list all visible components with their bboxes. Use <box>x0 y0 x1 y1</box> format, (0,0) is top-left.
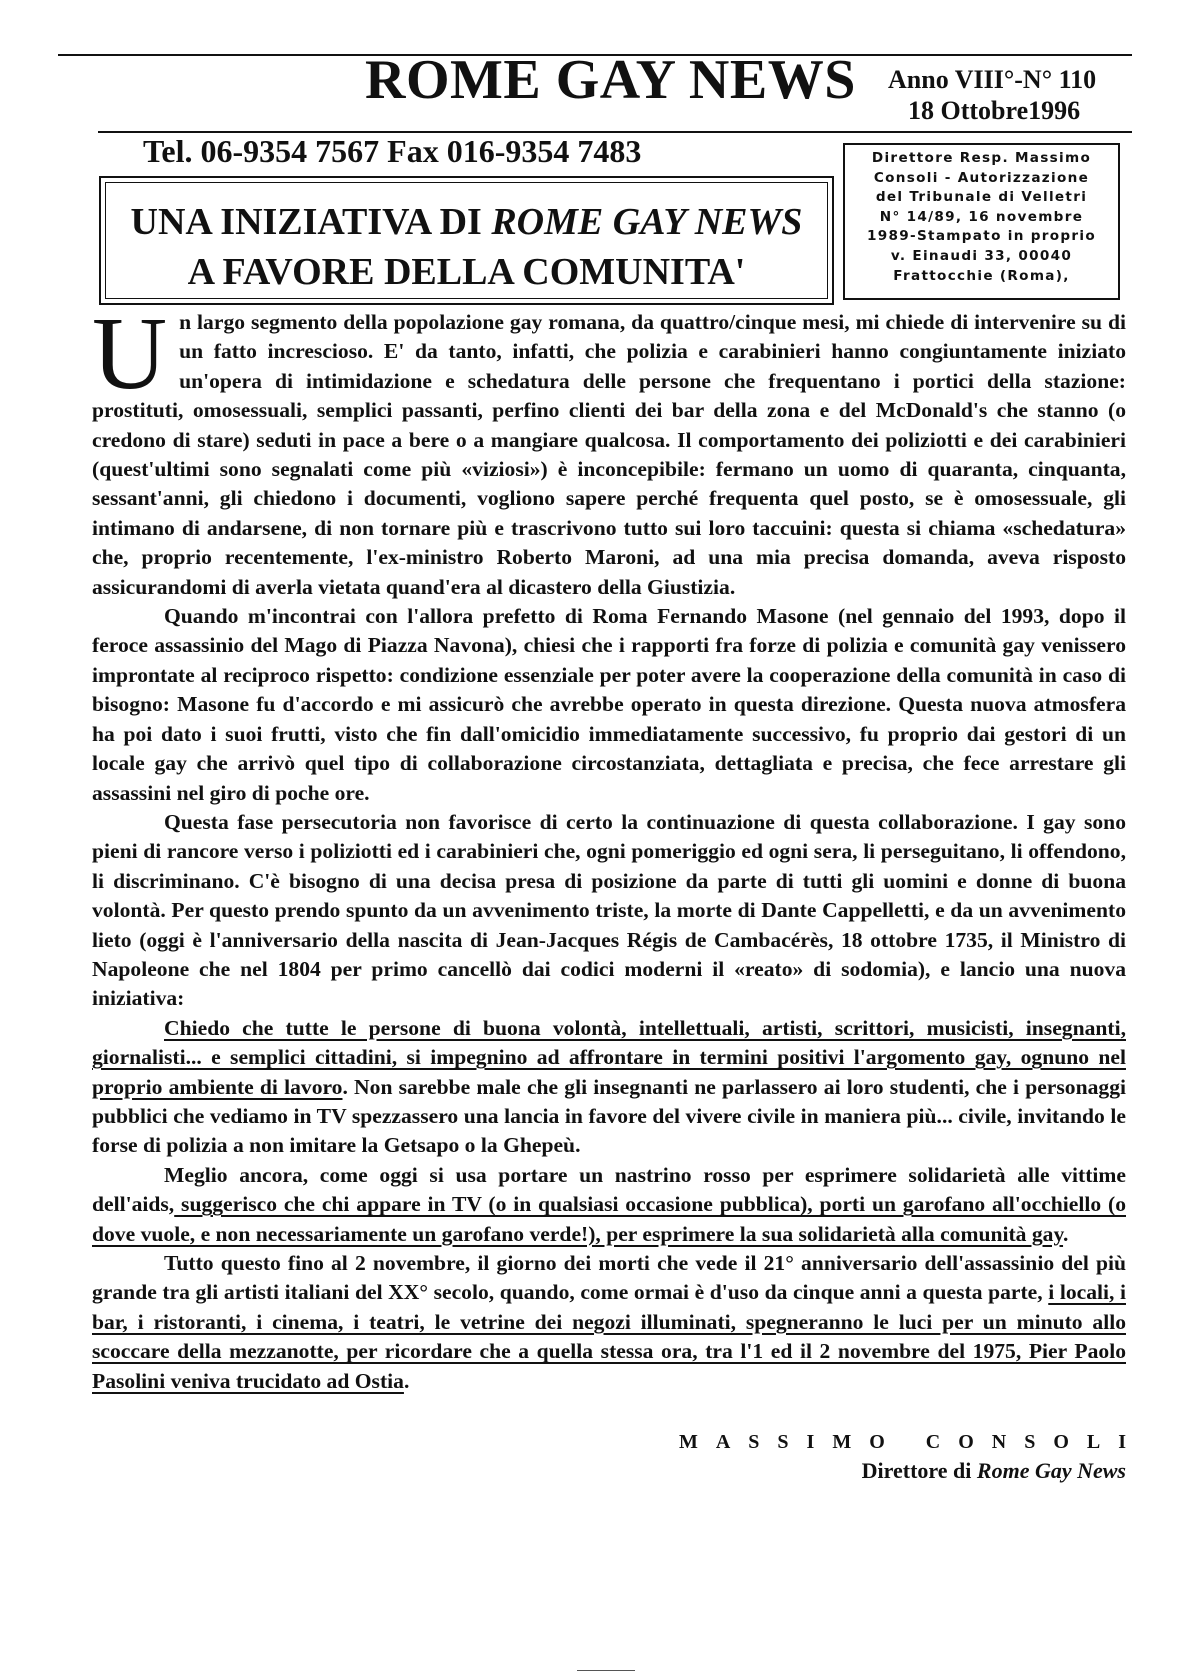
drop-cap: U <box>92 296 168 411</box>
imprint-line: N° 14/89, 16 novembre <box>879 208 1084 225</box>
imprint-line: v. Einaudi 33, 00040 <box>890 247 1073 264</box>
banner-line-1: UNA INIZIATIVA DI ROME GAY NEWS <box>130 201 803 243</box>
paragraph-5: Meglio ancora, come oggi si usa portare un nastrino rosso per esprimere solidarietà alle vittime dell'aids, suggerisco che chi appare in TV (o in qualsiasi occasione pubblica), porti un garofano all'occhiello (o dove vuole, e non necessariamente un garofano verde!), per esprimere la sua solidarietà alla comunità gay. <box>92 1162 1126 1246</box>
banner-inner-frame <box>105 182 828 299</box>
paragraph-3: Questa fase persecutoria non favorisce di certo la continuazione di questa collaborazione. I gay sono pieni di rancore verso i poliziotti ed i carabinieri che, ogni pomeriggio ed ogni sera, li perseguitano, li offendono, li discriminano. C'è bisogno di una decisa presa di posizione da parte di tutti gli uomini e donne di buona volontà. Per questo prendo spunto da un avvenimento triste, la morte di Dante Cappelletti, e da un avvenimento lieto (oggi è l'anniversario della nascita di Jean-Jacques Régis de Cambacérès, 18 ottobre 1735, il Ministro di Napoleone che nel 1804 per primo cancellò dai codici moderni il «reato» di sodomia), e lancio una nuova iniziativa: <box>92 809 1126 1011</box>
signature-block <box>678 1428 1144 1486</box>
issue-number: Anno VIII°-N° 110 <box>888 65 1097 94</box>
banner-line-2: A FAVORE DELLA COMUNITA' <box>187 251 746 293</box>
banner-publication-name: ROME GAY NEWS <box>491 201 803 243</box>
underlined-carnation-appeal: suggerisco che chi appare in TV (o in qualsiasi occasione pubblica), porti un garofano all'occhiello (o dove vuole, e non necessariamente un garofano verde!), per esprimere la sua solidarietà alla comunità gay <box>92 1192 1126 1246</box>
initiative-banner <box>99 176 834 305</box>
paragraph-6: Tutto questo fino al 2 novembre, il giorno dei morti che vede il 21° anniversario dell'assassinio del più grande tra gli artisti italiani del XX° secolo, quando, come ormai è d'uso da cinque anni a questa parte, i locali, i bar, i ristoranti, i cinema, i teatri, le vetrine dei negozi illuminati, spegneranno le luci per un minuto allo scoccare della mezzanotte, per ricordare che a quella stessa ora, tra l'1 ed il 2 novembre del 1975, Pier Paolo Pasolini veniva trucidato ad Ostia. <box>92 1251 1126 1393</box>
article-body <box>92 296 1126 1396</box>
underlined-appeal: Chiedo che tutte le persone di buona volontà, intellettuali, artisti, scrittori, musicisti, insegnanti, giornalisti... e semplici cittadini, si impegnino ad affrontare in termini positivi l'argomento gay, ognuno nel proprio ambiente di lavoro <box>92 1015 1126 1099</box>
footer-mark <box>577 1670 635 1671</box>
imprint-line: Frattocchie (Roma), <box>893 267 1070 284</box>
imprint-line: del Tribunale di Velletri <box>875 189 1088 206</box>
author-name: MASSIMO CONSOLI <box>678 1431 1144 1453</box>
imprint-line: Consoli - Autorizzazione <box>873 169 1090 186</box>
author-title: Direttore di Rome Gay News <box>861 1458 1126 1483</box>
paragraph-2: Quando m'incontrai con l'allora prefetto di Roma Fernando Masone (nel gennaio del 1993, dopo il feroce assassinio del Mago di Piazza Navona), chiesi che i rapporti fra forze di polizia e comunità gay venissero improntate al reciproco rispetto: condizione essenziale per poter avere la cooperazione della comunità in caso di bisogno: Masone fu d'accordo e mi assicurò che avrebbe operato in questa direzione. Questa nuova atmosfera ha poi dato i suoi frutti, visto che fin dall'omicidio immediatamente successivo, fu proprio dai gestori di un locale gay che arrivò quel tipo di collaborazione circostanziata, dettagliata e precisa, che fece arrestare gli assassini nel giro di poche ore. <box>92 604 1126 805</box>
issue-date: 18 Ottobre1996 <box>908 96 1081 125</box>
imprint-line: Direttore Resp. Massimo <box>871 150 1092 166</box>
contact-line: Tel. 06-9354 7567 Fax 016-9354 7483 <box>143 133 642 169</box>
underlined-lights-out: i locali, i bar, i ristoranti, i cinema, i teatri, le vetrine dei negozi illuminati, spegneranno le luci per un minuto allo scoccare della mezzanotte, per ricordare che a quella stessa ora, tra l'1 ed il 2 novembre del 1975, Pier Paolo Pasolini veniva trucidato ad Ostia <box>92 1280 1126 1393</box>
paragraph-4: Chiedo che tutte le persone di buona volontà, intellettuali, artisti, scrittori, musicisti, insegnanti, giornalisti... e semplici cittadini, si impegnino ad affrontare in termini positivi l'argomento gay, ognuno nel proprio ambiente di lavoro. Non sarebbe male che gli insegnanti ne parlassero ai loro studenti, che i personaggi pubblici che vediamo in TV spezzassero una lancia in favore del vivere civile in maniera più... civile, invitando le forse di polizia a non imitare la Getsapo o la Ghepeù. <box>92 1015 1126 1158</box>
imprint-box <box>843 143 1120 300</box>
author-publication: Rome Gay News <box>976 1458 1126 1483</box>
paragraph-1: Un largo segmento della popolazione gay romana, da quattro/cinque mesi, mi chiede di intervenire su di un fatto increscioso. E' da tanto, infatti, che polizia e carabinieri hanno congiuntamente iniziato un'opera di intimidazione e schedatura delle persone che frequentano i portici della stazione: prostituti, omosessuali, semplici passanti, perfino clienti dei bar della zona e del McDonald's che stanno (o credono di stare) seduti in pace a bere o a mangiare qualcosa. Il comportamento dei poliziotti e dei carabinieri (quest'ultimi sono segnalati come più «viziosi») è inconcepibile: fermano un uomo di quaranta, cinquanta, sessant'anni, gli chiedono i documenti, vogliono sapere perché frequenta quel posto, se è omosessuale, gli intimano di andarsene, di non tornare più e trascrivono tutto sui loro taccuini: questa si chiama «schedatura» che, proprio recentemente, l'ex-ministro Roberto Maroni, ad una mia precisa domanda, aveva risposto assicurandomi di averla vietata quand'era al dicastero della Giustizia. <box>92 296 1126 599</box>
imprint-line: 1989-Stampato in proprio <box>866 228 1097 245</box>
masthead-title: ROME GAY NEWS <box>365 49 856 111</box>
